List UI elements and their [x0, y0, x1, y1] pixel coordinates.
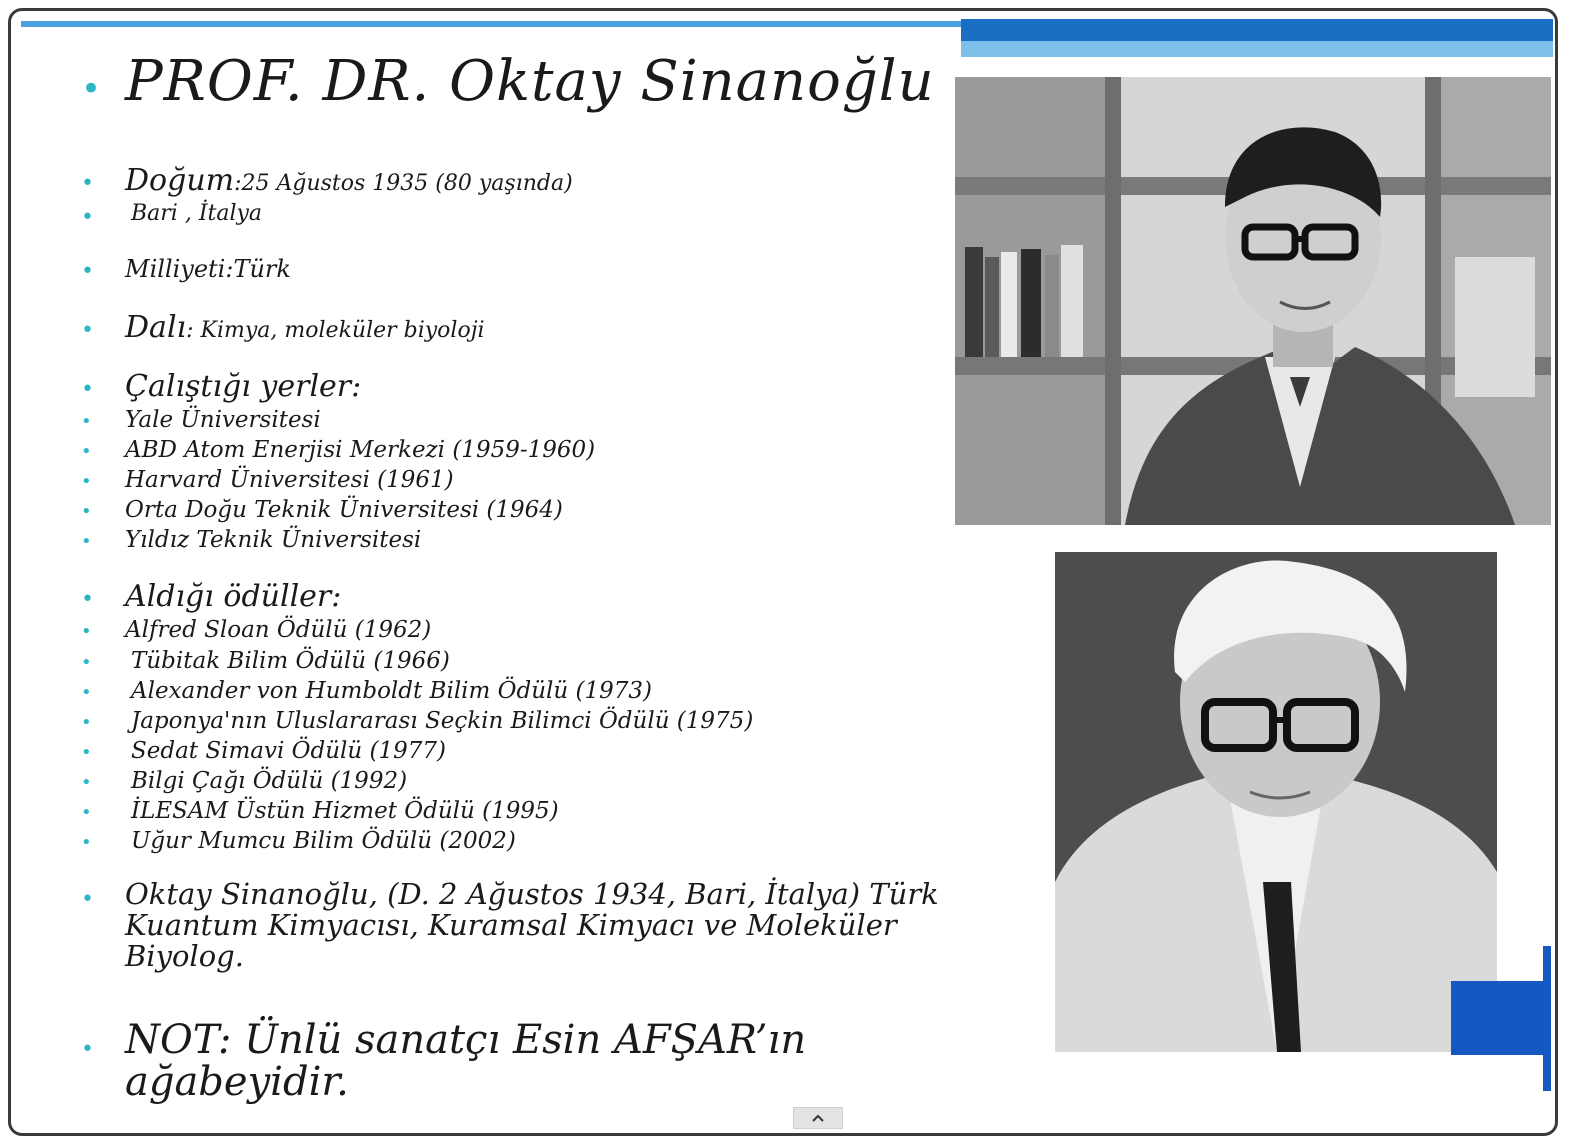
list-item: Alexander von Humboldt Bilim Ödülü (1973) — [131, 678, 653, 704]
field-line — [125, 310, 485, 345]
bullet: • — [81, 887, 94, 912]
bullet: • — [81, 587, 94, 612]
list-item: Harvard Üniversitesi (1961) — [125, 467, 454, 493]
summary-line-2: Kuantum Kimyacısı, Kuramsal Kimyacı ve Moleküler — [125, 908, 897, 942]
birth-line — [125, 163, 573, 198]
bullet: • — [81, 411, 92, 432]
nationality: Milliyeti:Türk — [125, 255, 291, 283]
bullet: • — [81, 772, 92, 793]
field-value: : Kimya, moleküler biyoloji — [186, 318, 485, 343]
portrait-photo-old — [1055, 552, 1497, 1052]
bullet: • — [81, 69, 102, 109]
list-item: Sedat Simavi Ödülü (1977) — [131, 738, 447, 764]
chevron-up-icon — [811, 1113, 825, 1123]
portrait-young-illustration — [955, 77, 1551, 525]
top-band-dark — [961, 19, 1553, 41]
slide-frame — [8, 8, 1558, 1136]
bullet: • — [81, 318, 94, 343]
slide-decoration-shape — [1451, 981, 1551, 1055]
summary-line-1: Oktay Sinanoğlu, (D. 2 Ağustos 1934, Bari, İtalya) Türk — [125, 877, 939, 911]
bullet: • — [81, 171, 94, 196]
list-item: Yıldız Teknik Üniversitesi — [125, 527, 422, 553]
list-item: Yale Üniversitesi — [125, 407, 321, 433]
list-item: ABD Atom Enerjisi Merkezi (1959-1960) — [125, 437, 596, 463]
birth-label: Doğum — [125, 163, 235, 198]
bullet: • — [81, 205, 94, 230]
slide-title: PROF. DR. Oktay Sinanoğlu — [125, 49, 935, 114]
bullet: • — [81, 712, 92, 733]
slide-decoration-edge — [1543, 946, 1551, 1091]
portrait-old-illustration — [1055, 552, 1497, 1052]
bullet: • — [81, 742, 92, 763]
top-band-light — [961, 41, 1553, 57]
bullet: • — [81, 652, 92, 673]
bullet: • — [81, 1037, 94, 1062]
top-rule — [21, 21, 971, 27]
list-item: Uğur Mumcu Bilim Ödülü (2002) — [131, 828, 516, 854]
bullet: • — [81, 441, 92, 462]
note-line-1: NOT: Ünlü sanatçı Esin AFŞAR’ın — [125, 1017, 807, 1063]
bullet: • — [81, 259, 94, 284]
list-item: Alfred Sloan Ödülü (1962) — [125, 617, 432, 643]
list-item: Orta Doğu Teknik Üniversitesi (1964) — [125, 497, 563, 523]
bullet: • — [81, 471, 92, 492]
portrait-photo-young — [955, 77, 1551, 525]
bullet: • — [81, 682, 92, 703]
list-item: İLESAM Üstün Hizmet Ödülü (1995) — [131, 798, 559, 824]
workplaces-heading: Çalıştığı yerler: — [125, 369, 362, 404]
birth-place: Bari , İtalya — [131, 201, 263, 226]
bullet: • — [81, 377, 94, 402]
bullet: • — [81, 531, 92, 552]
note-line-2: ağabeyidir. — [125, 1059, 349, 1105]
birth-value: :25 Ağustos 1935 (80 yaşında) — [234, 171, 573, 196]
list-item: Tübitak Bilim Ödülü (1966) — [131, 648, 450, 674]
field-label: Dalı — [125, 310, 187, 345]
bullet: • — [81, 621, 92, 642]
bullet: • — [81, 501, 92, 522]
summary-line-3: Biyolog. — [125, 939, 244, 973]
awards-heading: Aldığı ödüller: — [125, 579, 342, 614]
bullet: • — [81, 802, 92, 823]
scroll-up-button[interactable] — [793, 1107, 843, 1129]
bullet: • — [81, 832, 92, 853]
list-item: Japonya'nın Uluslararası Seçkin Bilimci Ödülü (1975) — [131, 708, 754, 734]
list-item: Bilgi Çağı Ödülü (1992) — [131, 768, 408, 794]
